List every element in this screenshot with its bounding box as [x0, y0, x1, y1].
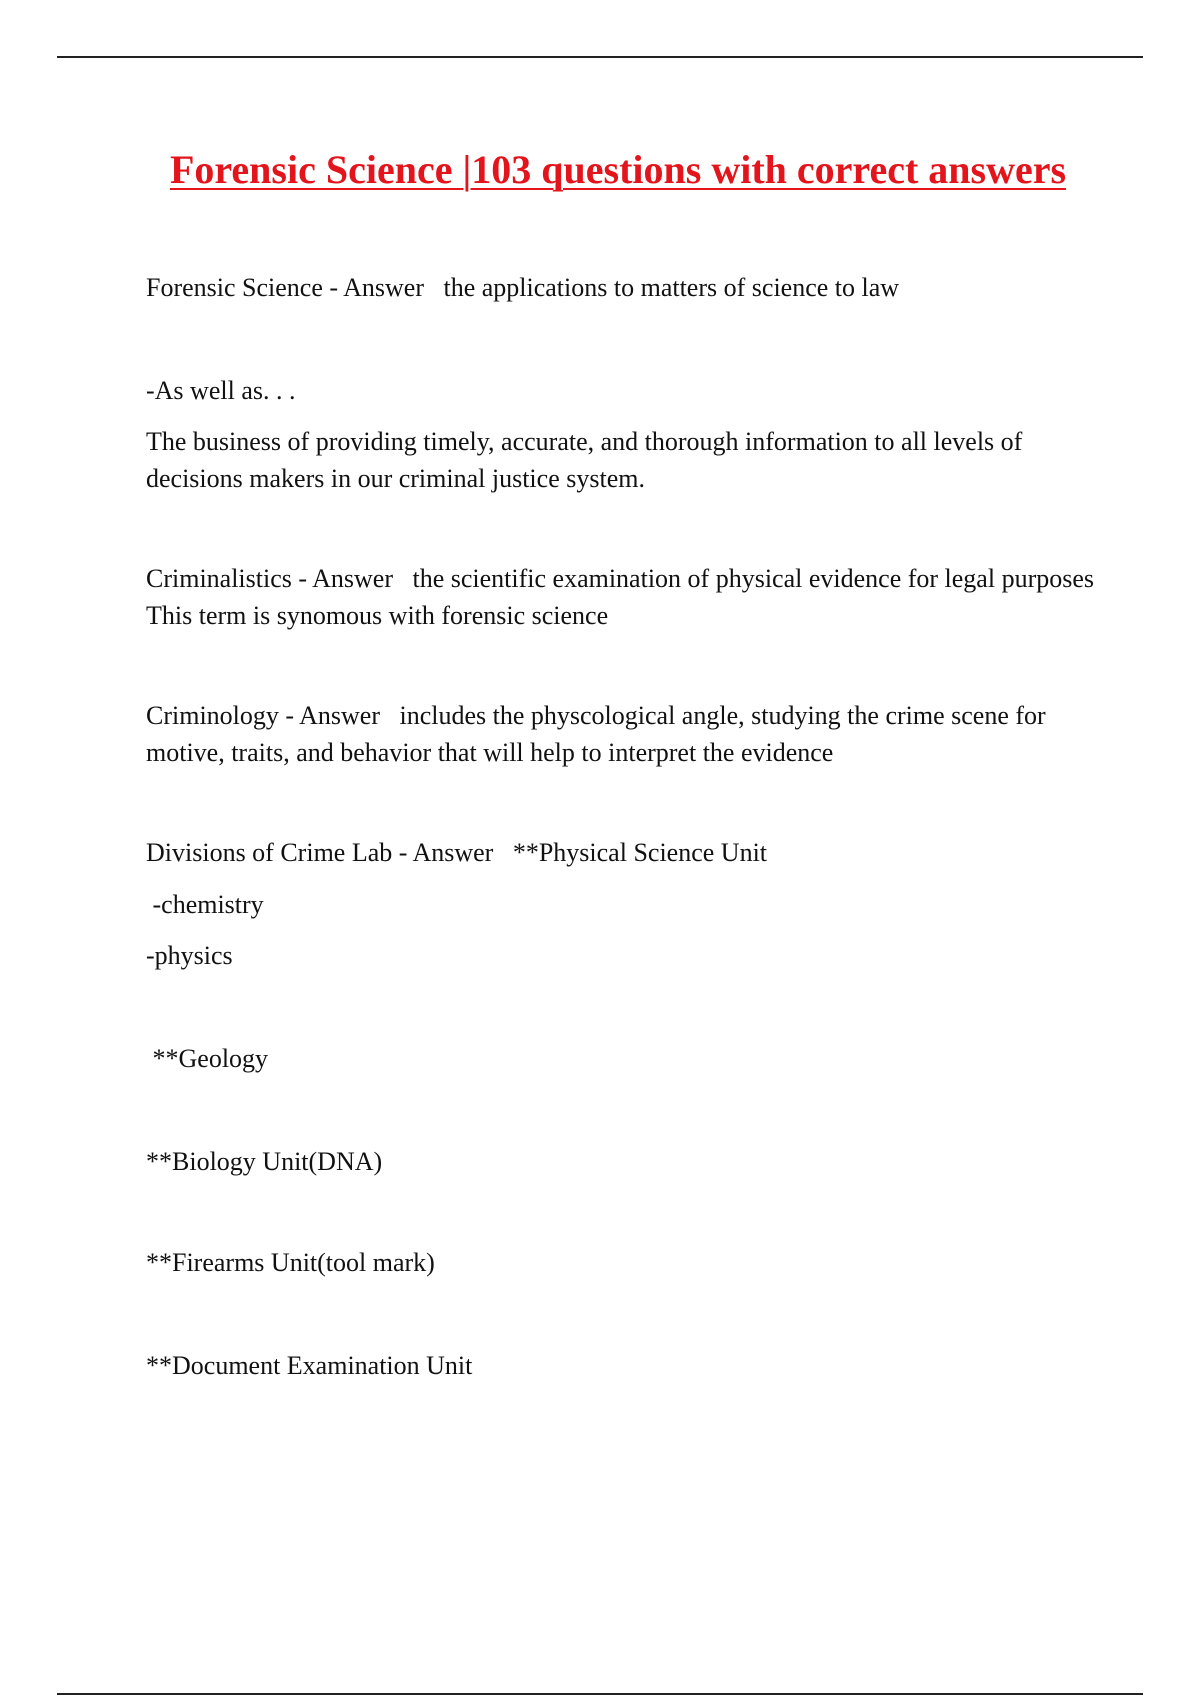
entry-as-well-as: -As well as. . . — [146, 376, 296, 405]
entry-business-definition: The business of providing timely, accurate, and thorough information to all levels of decisions makers in our criminal justice system. — [146, 427, 1029, 493]
entry-document-examination-unit: **Document Examination Unit — [146, 1351, 473, 1380]
bottom-rule — [57, 1693, 1143, 1695]
entry-firearms-unit: **Firearms Unit(tool mark) — [146, 1248, 435, 1277]
entry-physics: -physics — [146, 941, 233, 970]
entry-criminology: Criminology - Answer includes the physcological angle, studying the crime scene for motive, traits, and behavior that will help to interpret the evidence — [146, 701, 1053, 767]
entry-criminalistics: Criminalistics - Answer the scientific examination of physical evidence for legal purposes This term is synomous with forensic science — [146, 564, 1101, 630]
entry-chemistry: -chemistry — [146, 890, 264, 919]
entry-forensic-science: Forensic Science - Answer the applications to matters of science to law — [146, 273, 900, 302]
document-title: Forensic Science |103 questions with correct answers — [169, 147, 1067, 192]
entry-divisions-of-crime-lab: Divisions of Crime Lab - Answer **Physical Science Unit — [146, 838, 768, 867]
entry-biology-unit: **Biology Unit(DNA) — [146, 1147, 383, 1176]
top-rule — [57, 56, 1143, 58]
entry-geology: **Geology — [146, 1044, 269, 1073]
